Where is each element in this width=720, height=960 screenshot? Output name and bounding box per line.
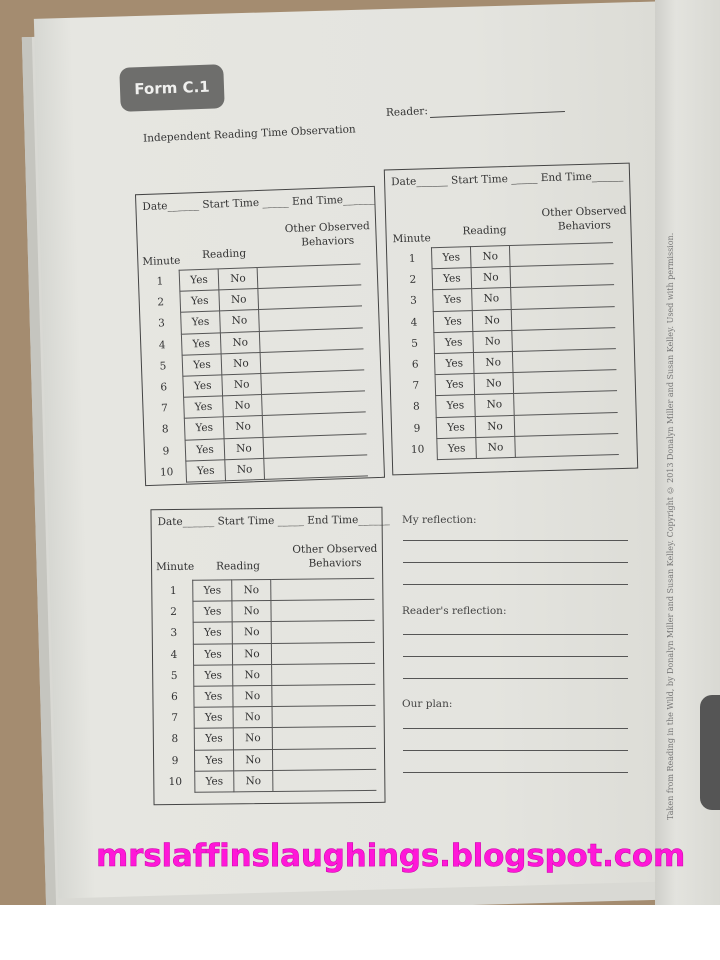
minute-number: 4 (410, 316, 418, 329)
yes-option[interactable]: Yes (193, 601, 232, 623)
end-time-label: End Time______ (291, 192, 375, 208)
no-option[interactable]: No (233, 749, 272, 771)
panel-header (142, 193, 374, 213)
other-behaviors-header: Other Observed Behaviors (292, 542, 378, 570)
observation-grid (141, 263, 368, 483)
no-option[interactable]: No (475, 394, 515, 416)
minute-number: 8 (412, 400, 420, 414)
start-time-label: Start Time _____ (202, 195, 289, 211)
no-option[interactable]: No (220, 310, 260, 333)
no-option[interactable]: No (233, 707, 272, 729)
no-option[interactable]: No (472, 309, 512, 331)
behavior-notes-cell[interactable] (272, 706, 376, 728)
no-option[interactable]: No (234, 770, 273, 792)
yes-option[interactable]: Yes (181, 332, 221, 355)
minute-number: 3 (157, 317, 166, 331)
no-option[interactable]: No (222, 373, 262, 396)
our-plan-label: Our plan: (402, 698, 453, 710)
plan-line (403, 772, 628, 773)
minute-number: 1 (169, 585, 177, 598)
no-option[interactable]: No (232, 579, 271, 601)
date-label: Date______ (390, 174, 448, 189)
yes-option[interactable]: Yes (184, 417, 224, 440)
no-option[interactable]: No (232, 622, 271, 644)
minute-number: 5 (170, 669, 178, 682)
end-time-label: End Time______ (540, 169, 624, 185)
date-label: Date______ (142, 199, 200, 214)
yes-option[interactable]: Yes (194, 707, 233, 729)
behavior-notes-cell[interactable] (273, 769, 377, 791)
behavior-notes-cell[interactable] (512, 349, 616, 373)
other-behaviors-header: Other Observed Behaviors (541, 204, 627, 233)
table-row (156, 706, 376, 729)
minute-number: 8 (171, 733, 179, 746)
minute-number: 4 (158, 338, 166, 352)
yes-option[interactable]: Yes (434, 352, 474, 374)
form-title: Independent Reading Time Observation (142, 123, 356, 145)
no-option[interactable]: No (476, 436, 516, 458)
table-row (156, 748, 376, 771)
copyright-credit: Taken from Reading in the Wild, by Donalyn Miller and Susan Kelley. Copyright © 2013 Donalyn Miller and Susan Kelley. Used with permission. (666, 232, 675, 820)
no-option[interactable]: No (472, 288, 512, 310)
no-option[interactable]: No (232, 601, 271, 623)
behavior-notes-cell[interactable] (510, 264, 614, 288)
reflection-line (403, 678, 628, 679)
behavior-notes-cell[interactable] (271, 621, 375, 643)
no-option[interactable]: No (474, 373, 514, 395)
behavior-notes-cell[interactable] (272, 663, 376, 685)
no-option[interactable]: No (221, 352, 261, 375)
yes-option[interactable]: Yes (437, 437, 477, 459)
start-time-label: Start Time _____ (217, 514, 304, 528)
other-behaviors-header: Other Observed Behaviors (284, 220, 370, 249)
yes-option[interactable]: Yes (436, 416, 476, 438)
table-row (154, 578, 374, 601)
minute-number: 5 (411, 337, 419, 350)
yes-option[interactable]: Yes (431, 247, 471, 269)
panel-header (158, 514, 390, 528)
no-option[interactable]: No (219, 289, 259, 312)
chapter-thumb-tab (700, 695, 720, 810)
yes-option[interactable]: Yes (433, 310, 473, 332)
behavior-notes-cell[interactable] (509, 243, 613, 267)
minute-number: 9 (413, 422, 421, 435)
reflection-line (403, 584, 628, 585)
yes-option[interactable]: Yes (194, 686, 233, 708)
reflection-line (403, 656, 628, 657)
table-row (155, 621, 375, 644)
behavior-notes-cell[interactable] (272, 684, 376, 706)
table-row (155, 642, 375, 665)
reader-label: Reader: (385, 105, 429, 119)
yes-option[interactable]: Yes (435, 374, 475, 396)
yes-option[interactable]: Yes (184, 396, 224, 419)
reading-header: Reading (215, 560, 261, 573)
minute-header: Minute (156, 560, 195, 574)
yes-option[interactable]: Yes (181, 311, 221, 334)
yes-option[interactable]: Yes (193, 580, 232, 602)
table-row (156, 769, 376, 792)
yes-option[interactable]: Yes (194, 728, 233, 750)
plan-line (403, 728, 628, 729)
yes-option[interactable]: Yes (436, 395, 476, 417)
behavior-notes-cell[interactable] (511, 285, 615, 309)
behavior-notes-cell[interactable] (271, 600, 375, 622)
behavior-notes-cell[interactable] (271, 642, 375, 664)
minute-number: 10 (159, 465, 174, 479)
minute-number: 7 (160, 402, 169, 415)
blog-watermark: mrslaffinslaughings.blogspot.com (96, 838, 686, 874)
yes-option[interactable]: Yes (182, 354, 222, 377)
yes-option[interactable]: Yes (433, 289, 473, 311)
minute-number: 1 (408, 252, 416, 265)
no-option[interactable]: No (473, 351, 513, 373)
no-option[interactable]: No (233, 728, 272, 750)
end-time-label: End Time______ (307, 513, 390, 527)
no-option[interactable]: No (232, 643, 271, 665)
yes-option[interactable]: Yes (194, 749, 233, 771)
behavior-notes-cell[interactable] (264, 455, 368, 480)
behavior-notes-cell[interactable] (272, 727, 376, 749)
yes-option[interactable]: Yes (185, 438, 225, 461)
behavior-notes-cell[interactable] (515, 433, 619, 457)
minute-number: 1 (156, 275, 164, 288)
minute-number: 7 (412, 379, 420, 392)
no-option[interactable]: No (218, 268, 258, 291)
reflection-line (403, 540, 628, 541)
no-option[interactable]: No (233, 685, 272, 707)
yes-option[interactable]: Yes (179, 269, 219, 292)
reading-header: Reading (462, 224, 507, 238)
minute-header: Minute (392, 232, 431, 246)
yes-option[interactable]: Yes (193, 643, 232, 665)
observation-panel-2 (384, 163, 638, 476)
no-option[interactable]: No (471, 267, 511, 289)
observation-panel-3 (150, 507, 390, 805)
yes-option[interactable]: Yes (186, 459, 226, 482)
minute-number: 3 (409, 295, 417, 308)
minute-number: 9 (162, 444, 170, 458)
minute-number: 6 (171, 690, 178, 704)
observation-panel-1 (135, 186, 385, 486)
behavior-notes-cell[interactable] (272, 748, 376, 770)
table-row (155, 684, 375, 707)
plan-line (403, 750, 628, 751)
behavior-notes-cell[interactable] (514, 412, 618, 436)
yes-option[interactable]: Yes (180, 290, 220, 313)
yes-option[interactable]: Yes (434, 331, 474, 353)
table-row (156, 727, 376, 750)
my-reflection-label: My reflection: (402, 514, 477, 526)
yes-option[interactable]: Yes (183, 375, 223, 398)
yes-option[interactable]: Yes (193, 622, 232, 644)
form-label: Form C.1 (119, 64, 224, 112)
behavior-notes-cell[interactable] (512, 327, 616, 351)
yes-option[interactable]: Yes (432, 268, 472, 290)
minute-number: 10 (168, 775, 183, 788)
behavior-notes-cell[interactable] (514, 391, 618, 415)
yes-option[interactable]: Yes (194, 665, 233, 687)
no-option[interactable]: No (220, 331, 260, 354)
minute-number: 6 (411, 358, 419, 371)
minute-number: 9 (171, 754, 179, 767)
minute-number: 10 (410, 443, 425, 456)
no-option[interactable]: No (225, 458, 265, 481)
behavior-notes-cell[interactable] (513, 370, 617, 394)
minute-number: 6 (160, 381, 168, 394)
no-option[interactable]: No (223, 395, 263, 418)
panel-header (391, 170, 623, 188)
reflection-line (403, 634, 628, 635)
no-option[interactable]: No (473, 330, 513, 352)
yes-option[interactable]: Yes (195, 771, 234, 793)
start-time-label: Start Time _____ (450, 172, 538, 187)
behavior-notes-cell[interactable] (511, 306, 615, 330)
table-row (154, 600, 374, 623)
minute-number: 3 (170, 627, 178, 640)
minute-number: 2 (409, 273, 417, 287)
minute-number: 7 (171, 712, 179, 725)
date-label: Date______ (157, 515, 215, 529)
reflection-line (403, 562, 628, 563)
no-option[interactable]: No (233, 664, 272, 686)
minute-number: 2 (170, 606, 177, 619)
reading-header: Reading (201, 247, 247, 261)
observation-grid (393, 242, 619, 461)
behavior-notes-cell[interactable] (271, 578, 375, 600)
minute-header: Minute (142, 254, 181, 269)
minute-number: 8 (161, 423, 169, 436)
table-row (155, 663, 375, 686)
no-option[interactable]: No (223, 416, 263, 439)
no-option[interactable]: No (470, 246, 510, 268)
readers-reflection-label: Reader's reflection: (402, 605, 507, 617)
no-option[interactable]: No (224, 437, 264, 460)
minute-number: 5 (159, 360, 167, 373)
no-option[interactable]: No (475, 415, 515, 437)
minute-number: 4 (170, 648, 178, 661)
minute-number: 2 (157, 296, 165, 309)
observation-grid (154, 578, 376, 793)
